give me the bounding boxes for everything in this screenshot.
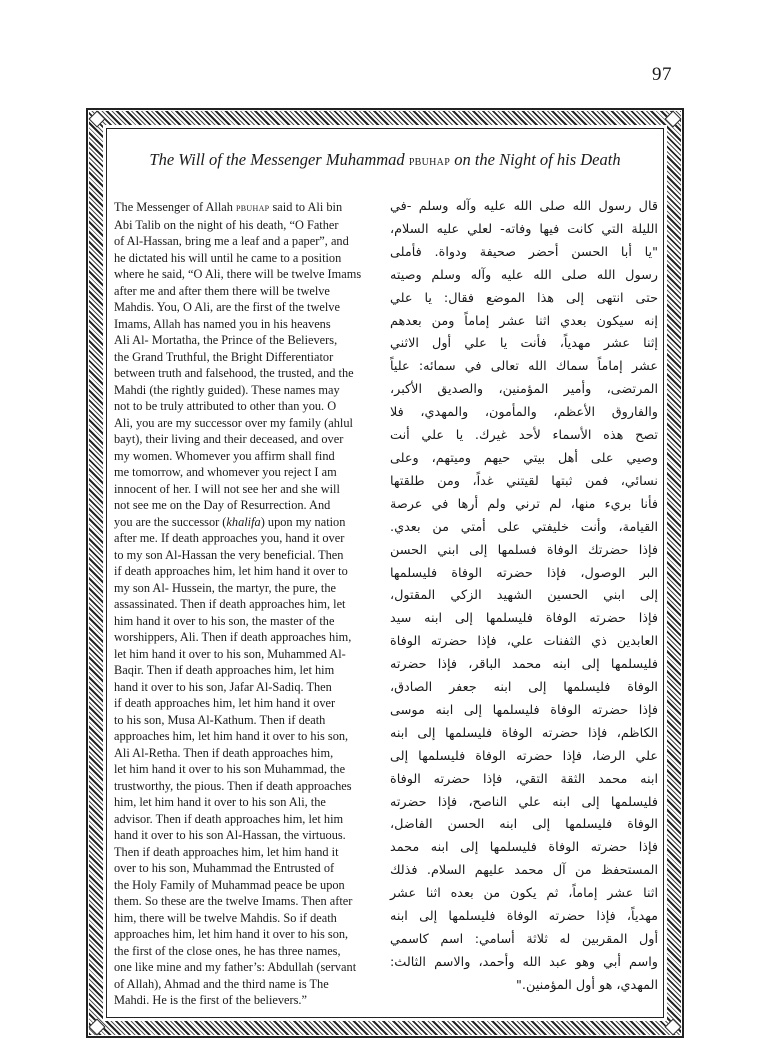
english-line: [114, 514, 376, 531]
english-run: not see me on the Day of Resurrection. And: [114, 498, 331, 512]
english-line: [114, 299, 376, 316]
english-run: said to Ali bin: [269, 200, 343, 214]
arabic-line: حتى انتهى إلى هذا الموضع فقال: يا علي: [390, 290, 658, 306]
arabic-line: رسول الله صلى الله عليه وآله وسلم وصيته: [390, 267, 658, 283]
english-line: [114, 349, 376, 366]
english-line: [114, 646, 376, 663]
english-line: [114, 926, 376, 943]
english-line: [114, 943, 376, 960]
italic-term: khalifa: [226, 514, 261, 529]
arabic-line: إنه سيكون بعدي اثنا عشر إماماً ومن بعدهم: [390, 313, 658, 329]
english-line: [114, 217, 376, 234]
english-line: [114, 266, 376, 283]
english-line: [114, 382, 376, 399]
english-run: one like mine and my father’s: Abdullah (servant: [114, 960, 357, 974]
english-run: innocent of her. I will not see her and she will: [114, 481, 340, 496]
english-run: Ali, you are my successor over my family (ahlul: [114, 415, 353, 430]
arabic-line: الوفاة فليسلمها إلى ابنه الحسن الفاضل،: [390, 817, 658, 833]
english-run: Mahdis. You, O Ali, are the first of the twelve: [114, 300, 340, 314]
english-run: my women. Whomever you affirm shall find: [114, 448, 335, 463]
english-run: him, let him hand it over to his son Ali, the: [114, 795, 326, 809]
english-run: Mahdi. He is the first of the believers.”: [114, 993, 307, 1007]
english-run: Imams, Allah has named you in his heavens: [114, 316, 331, 331]
english-run: The Messenger of Allah: [114, 200, 237, 214]
arabic-line: الليلة التي كانت فيها وفاته- لعلي عليه السلام،: [390, 221, 658, 237]
english-line: [114, 844, 376, 861]
arabic-line: تصح هذه الأسماء لأحد غيرك. يا علي أنت: [390, 428, 658, 444]
arabic-line: الوفاة فليسلمها إلى ابنه جعفر الصادق،: [390, 680, 658, 696]
arabic-line: المرتضى، وأمير المؤمنين، والصديق الأكبر،: [390, 382, 658, 398]
english-run: Ali Al-Retha. Then if death approaches him,: [114, 745, 334, 760]
arabic-line: اثنا عشر إماماً، ثم يكون من بعده اثنا عشر: [390, 886, 658, 902]
english-run: hand it over to his son Al-Hassan, the virtuous.: [114, 828, 346, 842]
arabic-line: فليسلمها إلى ابنه محمد الباقر، فإذا حضرته: [390, 657, 658, 673]
arabic-line: ابنه محمد الثقة التقي، فإذا حضرته الوفاة: [390, 771, 658, 787]
arabic-line: العابدين ذي الثفنات علي، فإذا حضرته الوفاة: [390, 634, 658, 650]
english-run: not to be truly attributed to other than you. O: [114, 399, 337, 413]
arabic-line: إلى ابني الحسين الشهيد الزكي المقتول،: [390, 588, 658, 604]
english-line: [114, 448, 376, 465]
english-line: [114, 959, 376, 976]
english-line: [114, 860, 376, 877]
english-line: [114, 199, 376, 217]
english-text-column: [114, 199, 376, 1009]
title-text-after: on the Night of his Death: [454, 150, 621, 169]
english-run: my son Al- Hussein, the martyr, the pure, the: [114, 580, 336, 595]
arabic-line: قال رسول الله صلى الله عليه وآله وسلم -في: [390, 199, 658, 214]
english-run: bayt), their living and their deceased, and over: [114, 432, 344, 446]
arabic-line: القيامة، وأنت خليفتي على أمتي من بعدي.: [390, 519, 658, 535]
english-line: [114, 893, 376, 910]
english-line: [114, 827, 376, 844]
arabic-line: الكاظم، فإذا حضرته الوفاة فليسلمها إلى ابنه: [390, 725, 658, 741]
english-line: [114, 992, 376, 1009]
english-run: of Allah), Ahmad and the third name is The: [114, 976, 329, 991]
english-run: him hand it over to his son, the master of the: [114, 613, 335, 628]
english-line: [114, 233, 376, 250]
english-line: [114, 497, 376, 514]
english-line: [114, 910, 376, 927]
english-run: Mahdi (the rightly guided). These names may: [114, 382, 340, 397]
english-run: them. So these are the twelve Imams. Then after: [114, 894, 353, 908]
arabic-line: مهدياً، فإذا حضرته الوفاة فليسلمها إلى ابنه: [390, 909, 658, 925]
english-run: of Al-Hassan, bring me a leaf and a paper”, and: [114, 234, 349, 248]
english-line: [114, 415, 376, 432]
english-line: [114, 629, 376, 646]
english-run: worshippers, Ali. Then if death approaches him,: [114, 630, 352, 644]
english-line: [114, 580, 376, 597]
english-line: [114, 745, 376, 762]
arabic-line: علي الرضا، فإذا حضرته الوفاة فليسلمها إلى: [390, 748, 658, 764]
english-run: me tomorrow, and whomever you reject I am: [114, 465, 337, 479]
chapter-title: [110, 150, 660, 170]
title-honorific: pbuhap: [408, 154, 451, 169]
english-line: [114, 728, 376, 745]
english-run: if death approaches him, let him hand it over to: [114, 564, 348, 578]
english-line: [114, 250, 376, 267]
english-run: approaches him, let him hand it over to his son,: [114, 729, 349, 743]
english-line: [114, 563, 376, 580]
english-line: [114, 761, 376, 778]
arabic-line: فأنا بريء منها، لم ترني ولم أرها في عرصة: [390, 496, 658, 512]
english-line: [114, 431, 376, 448]
english-run: if death approaches him, let him hand it over: [114, 696, 336, 710]
english-line: [114, 596, 376, 613]
english-run: Ali Al- Mortatha, the Prince of the Believers,: [114, 333, 338, 347]
english-run: trustworthy, the pious. Then if death approaches: [114, 778, 352, 793]
arabic-line: عشر إماماً سماك الله تعالى في سمائه: علياً: [390, 359, 658, 375]
english-run: ) upon my nation: [260, 514, 346, 529]
english-run: over to his son, Muhammad the Entrusted of: [114, 861, 335, 875]
english-line: [114, 547, 376, 564]
english-run: you are the successor (: [114, 514, 227, 529]
arabic-line: المستحفظ من آل محمد عليهم السلام. فذلك: [390, 863, 658, 879]
english-run: after me. If death approaches you, hand it over: [114, 531, 345, 545]
english-run: assassinated. Then if death approaches him, let: [114, 597, 346, 611]
english-run: the Holy Family of Muhammad peace be upon: [114, 877, 345, 892]
arabic-line: فإذا حضرته الوفاة فليسلمها إلى ابنه سيد: [390, 611, 658, 627]
arabic-line: أول المقربين له ثلاثة أسامي: اسم كاسمي: [390, 932, 658, 947]
arabic-line: "يا أبا الحسن أحضر صحيفة ودواة. فأملى: [390, 244, 658, 260]
arabic-line: وصيي على أهل بيتي حيهم وميتهم، وعلى: [390, 450, 658, 466]
english-line: [114, 877, 376, 894]
arabic-line: إثنا عشر مهدياً، فأنت يا علي أول الاثني: [390, 336, 658, 352]
title-text-before: The Will of the Messenger Muhammad: [149, 150, 405, 169]
english-line: [114, 811, 376, 828]
english-run: let him hand it over to his son Muhammad, the: [114, 762, 346, 776]
english-run: let him hand it over to his son, Muhammed Al-: [114, 646, 346, 661]
english-run: to his son, Musa Al-Kathum. Then if death: [114, 712, 326, 727]
english-line: [114, 530, 376, 547]
english-line: [114, 398, 376, 415]
english-run: Abi Talib on the night of his death, “O Father: [114, 217, 339, 232]
arabic-line: والفاروق الأعظم، والمأمون، والمهدي، فلا: [390, 405, 658, 421]
english-line: [114, 365, 376, 382]
english-run: advisor. Then if death approaches him, let him: [114, 811, 344, 826]
english-run: the Grand Truthful, the Bright Differentiator: [114, 349, 334, 364]
arabic-line: فليسلمها إلى ابنه علي الناصح، فإذا حضرته: [390, 794, 658, 810]
english-run: where he said, “O Ali, there will be twelve Imams: [114, 267, 362, 281]
english-line: [114, 695, 376, 712]
english-line: [114, 283, 376, 300]
english-run: he dictated his will until he came to a position: [114, 250, 342, 265]
english-line: [114, 316, 376, 333]
english-line: [114, 662, 376, 679]
arabic-line: فإذا حضرتك الوفاة فسلمها إلى ابني الحسن: [390, 542, 658, 558]
english-run: after me and after them there will be twelve: [114, 283, 330, 298]
english-line: [114, 679, 376, 696]
honorific: pbuhap: [236, 202, 270, 214]
english-run: the first of the close ones, he has three names,: [114, 943, 341, 958]
english-line: [114, 712, 376, 729]
arabic-line: فإذا حضرته الوفاة فليسلمها إلى ابنه موسى: [390, 702, 658, 718]
arabic-line: فإذا حضرته الوفاة فليسلمها إلى ابنه محمد: [390, 840, 658, 856]
page-number: 97: [652, 64, 672, 85]
english-run: between truth and falsehood, the trusted, and the: [114, 366, 354, 380]
english-line: [114, 613, 376, 630]
english-run: him, there will be twelve Mahdis. So if death: [114, 910, 337, 925]
arabic-line: واسم أبي وهو عبد الله وأحمد، والاسم الثالث:: [390, 954, 658, 970]
english-line: [114, 794, 376, 811]
english-line: [114, 332, 376, 349]
english-line: [114, 778, 376, 795]
arabic-line: المهدي، هو أول المؤمنين.": [516, 977, 658, 993]
arabic-line: البر الوصول، فإذا حضرته الوفاة فليسلمها: [390, 565, 658, 581]
english-line: [114, 464, 376, 481]
english-line: [114, 481, 376, 498]
english-run: Then if death approaches him, let him hand it: [114, 844, 339, 859]
english-run: hand it over to his son, Jafar Al-Sadiq. Then: [114, 679, 332, 694]
english-run: to my son Al-Hassan the very beneficial. Then: [114, 547, 344, 562]
arabic-line: نسائي، فمن ثبتها لقيتني غداً، ومن طلقتها: [390, 473, 658, 489]
arabic-text-column: [390, 196, 658, 998]
english-run: Baqir. Then if death approaches him, let him: [114, 663, 335, 677]
english-line: [114, 976, 376, 993]
english-run: approaches him, let him hand it over to his son,: [114, 927, 349, 941]
